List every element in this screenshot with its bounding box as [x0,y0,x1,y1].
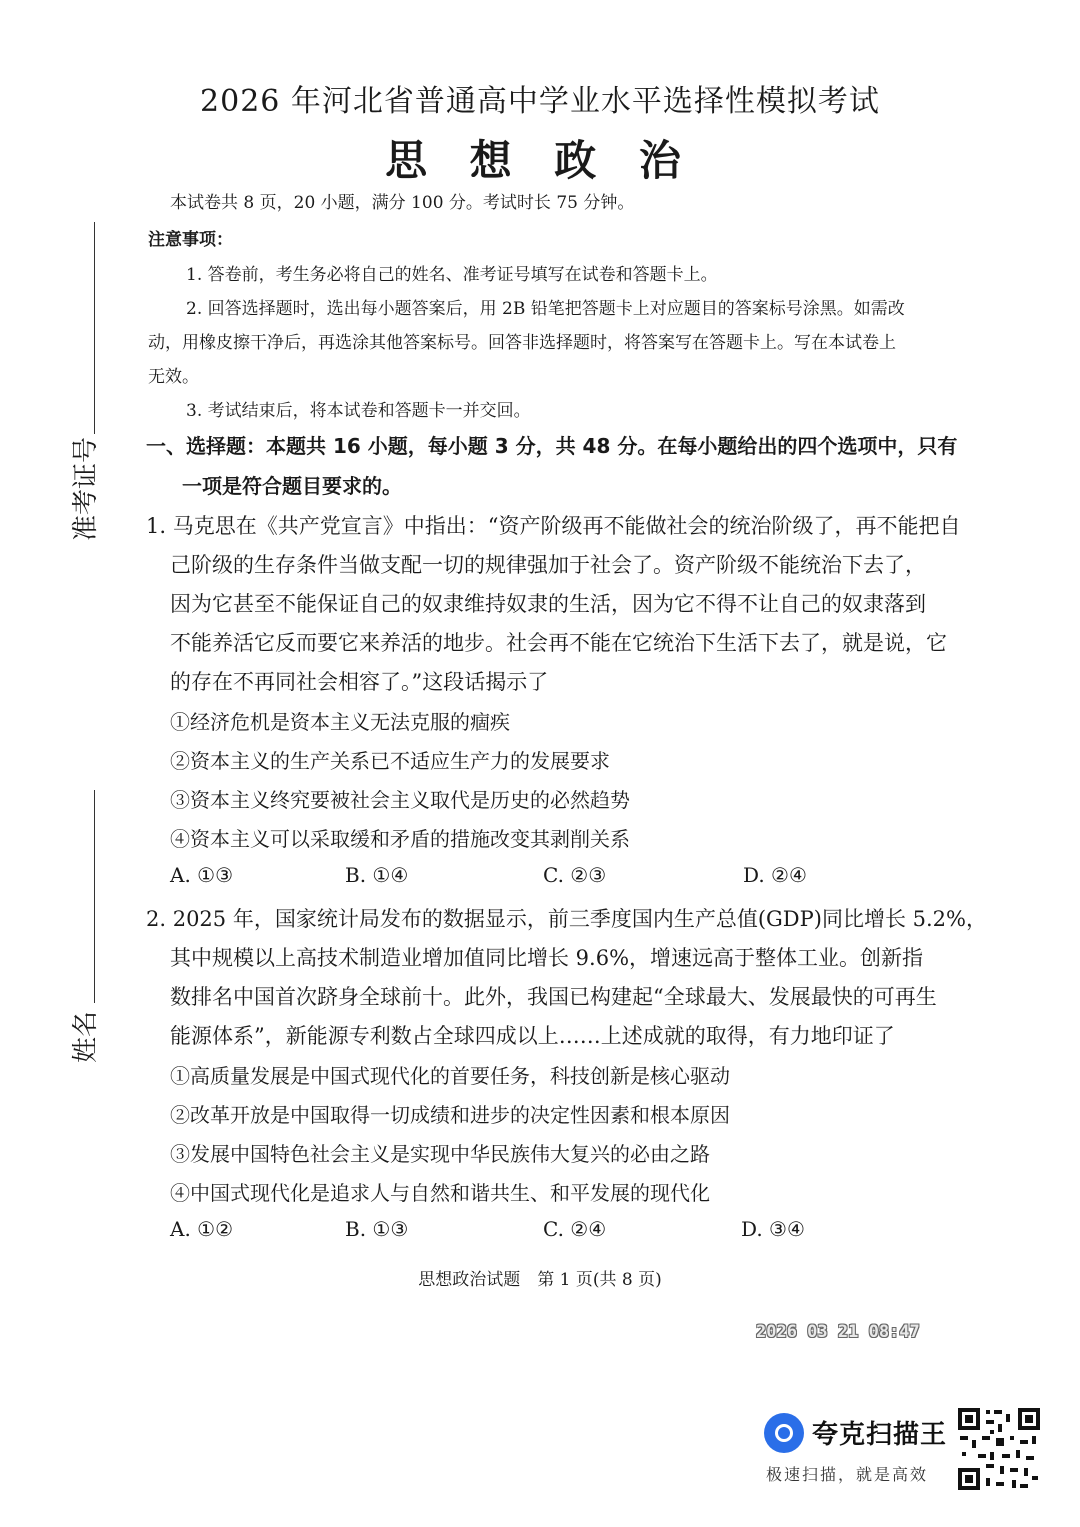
section-heading: 一、选择题：本题共 16 小题，每小题 3 分，共 48 分。在每小题给出的四个选项中，只有 [146,434,958,458]
brand-name: 夸克扫描王 [812,1420,948,1450]
qr-code-icon [956,1406,1042,1492]
scan-timestamp: 2026 03 21 08:47 [756,1322,920,1342]
question-1-statement: ②资本主义的生产关系已不适应生产力的发展要求 [170,749,610,773]
question-2-choice-a: A. ①② [170,1217,234,1241]
subject-title: 思 想 政 治 [385,136,695,185]
name-line [94,790,95,1003]
notice-line: 3. 考试结束后，将本试卷和答题卡一并交回。 [186,401,531,421]
question-1-choice-d: D. ②④ [743,863,807,887]
question-1-stem: 1. 马克思在《共产党宣言》中指出：“资产阶级再不能做社会的统治阶级了，再不能把自 [146,514,961,538]
question-1-choice-a: A. ①③ [170,863,234,887]
notice-line: 动，用橡皮擦干净后，再选涂其他答案标号。回答非选择题时，将答案写在答题卡上。写在本试卷上 [148,333,896,353]
question-2-stem: 2. 2025 年，国家统计局发布的数据显示，前三季度国内生产总值(GDP)同比增长 5.2%， [146,907,987,931]
exam-id-label: 准考证号 [71,436,101,541]
exam-intro: 本试卷共 8 页，20 小题，满分 100 分。考试时长 75 分钟。 [170,193,635,213]
question-1-stem: 不能养活它反而要它来养活的地步。社会再不能在它统治下生活下去了，就是说，它 [170,631,947,655]
name-label: 姓名 [71,1010,101,1063]
question-1-stem: 的存在不再同社会相容了。”这段话揭示了 [170,670,549,694]
question-2-stem: 能源体系”，新能源专利数占全球四成以上……上述成就的取得，有力地印证了 [170,1024,895,1048]
question-1-stem: 因为它甚至不能保证自己的奴隶维持奴隶的生活，因为它不得不让自己的奴隶落到 [170,592,926,616]
question-2-statement: ①高质量发展是中国式现代化的首要任务，科技创新是核心驱动 [170,1064,730,1088]
notice-line: 1. 答卷前，考生务必将自己的姓名、准考证号填写在试卷和答题卡上。 [186,265,718,285]
question-2-choice-c: C. ②④ [543,1217,607,1241]
quark-logo-icon [764,1413,804,1453]
question-2-statement: ④中国式现代化是追求人与自然和谐共生、和平发展的现代化 [170,1181,710,1205]
exam-title: 2026 年河北省普通高中学业水平选择性模拟考试 [200,84,880,119]
question-2-stem: 其中规模以上高技术制造业增加值同比增长 9.6%，增速远高于整体工业。创新指 [170,946,924,970]
notice-line: 无效。 [148,367,199,387]
question-1-choice-b: B. ①④ [345,863,409,887]
question-1-choice-c: C. ②③ [543,863,607,887]
question-2-statement: ③发展中国特色社会主义是实现中华民族伟大复兴的必由之路 [170,1142,710,1166]
notice-line: 2. 回答选择题时，选出每小题答案后，用 2B 铅笔把答题卡上对应题目的答案标号涂黑。如需改 [186,299,905,319]
section-heading-cont: 一项是符合题目要求的。 [182,474,402,498]
question-2-choice-d: D. ③④ [741,1217,805,1241]
question-2-stem: 数排名中国首次跻身全球前十。此外，我国已构建起“全球最大、发展最快的可再生 [170,985,937,1009]
notice-title: 注意事项： [148,230,233,250]
brand-slogan: 极速扫描，就是高效 [766,1465,929,1484]
question-1-statement: ①经济危机是资本主义无法克服的痼疾 [170,710,510,734]
question-1-stem: 己阶级的生存条件当做支配一切的规律强加于社会了。资产阶级不能统治下去了， [170,553,926,577]
question-1-statement: ④资本主义可以采取缓和矛盾的措施改变其剥削关系 [170,827,630,851]
question-2-choice-b: B. ①③ [345,1217,409,1241]
question-2-statement: ②改革开放是中国取得一切成绩和进步的决定性因素和根本原因 [170,1103,730,1127]
exam-id-line [94,222,95,434]
question-1-statement: ③资本主义终究要被社会主义取代是历史的必然趋势 [170,788,630,812]
page-footer: 思想政治试题 第 1 页(共 8 页) [418,1270,662,1290]
